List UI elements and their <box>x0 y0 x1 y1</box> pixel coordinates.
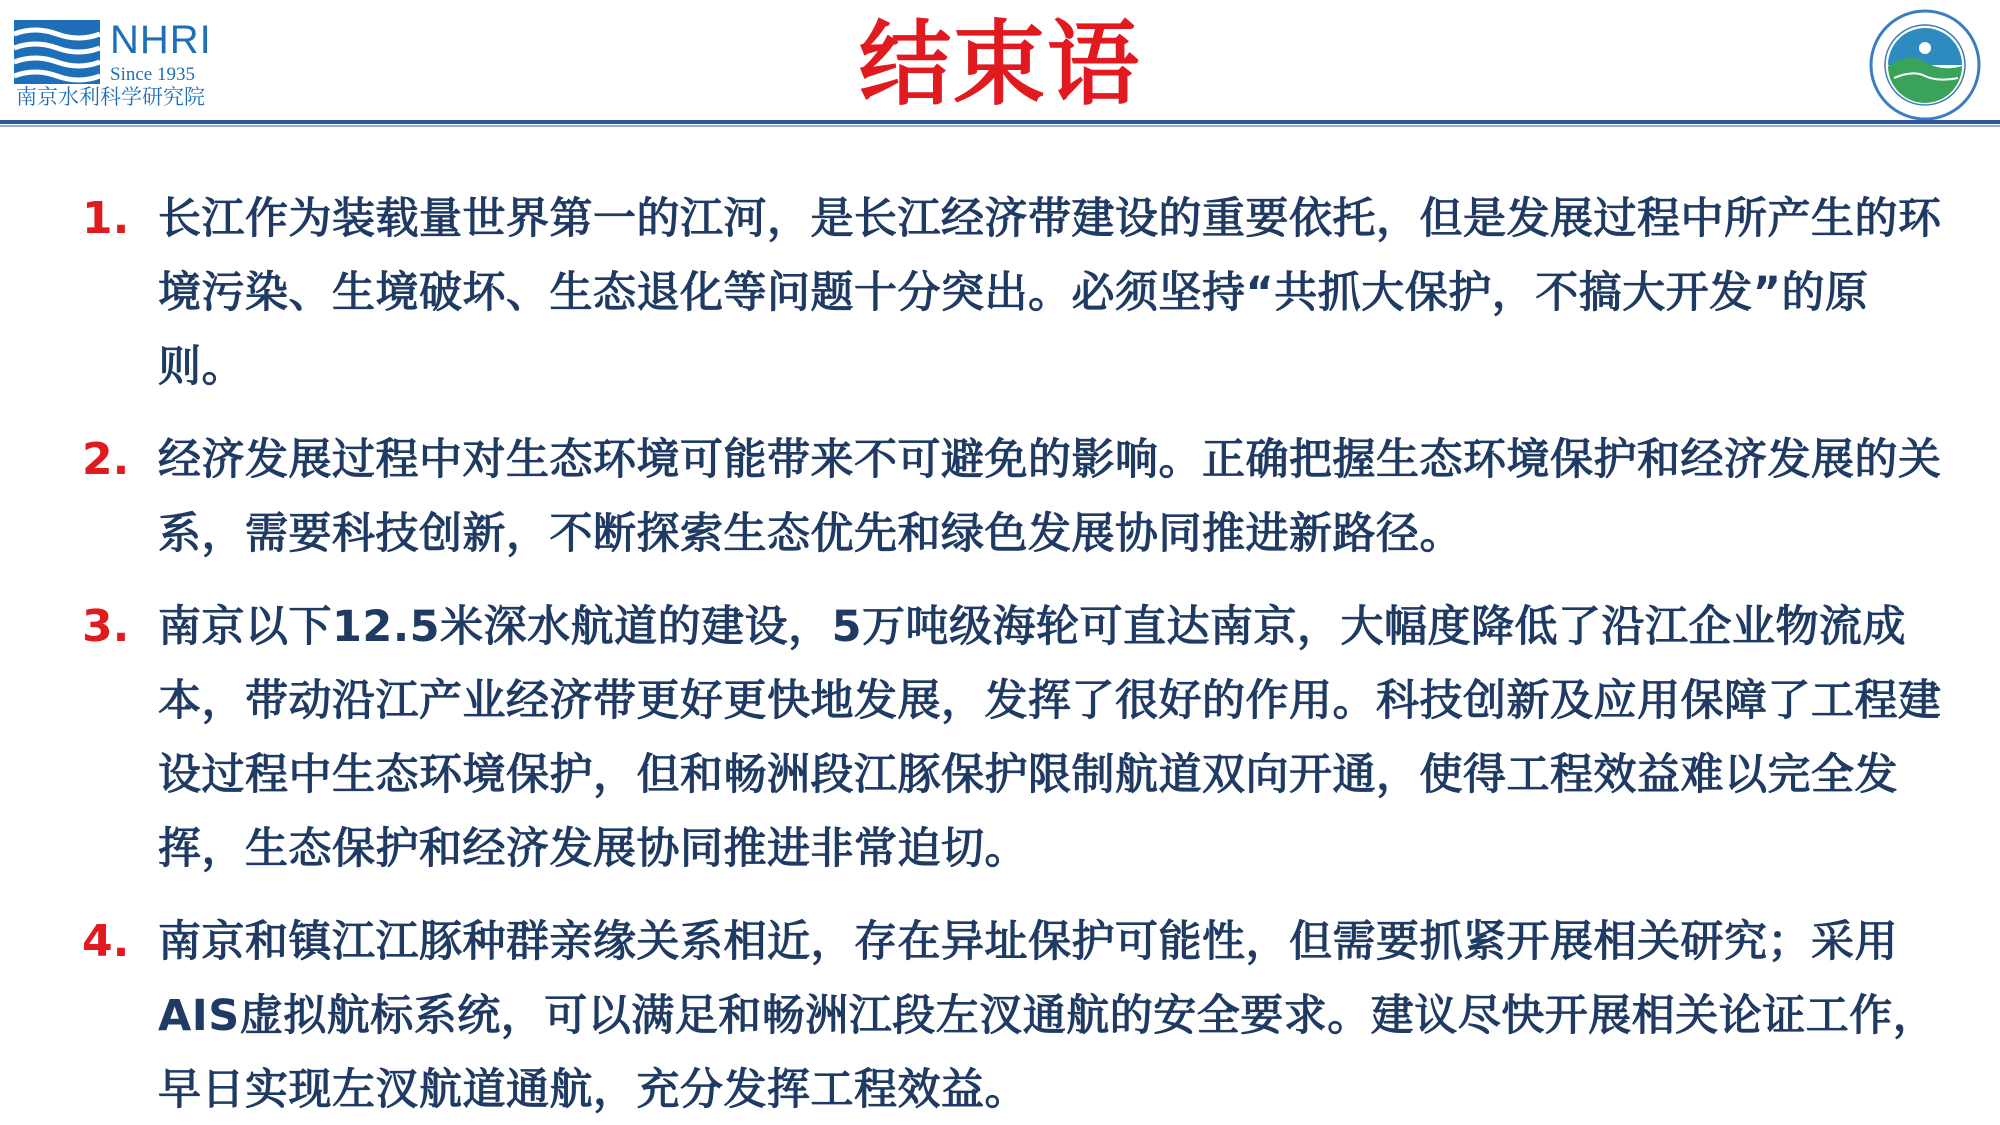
header-divider-light <box>0 125 2000 127</box>
header-divider-dark <box>0 120 2000 124</box>
item-number: 4. <box>82 916 130 967</box>
conclusion-list <box>82 182 1962 1125</box>
item-number: 3. <box>82 601 130 652</box>
conclusion-item-2 <box>82 423 1962 571</box>
conclusion-item-3 <box>82 590 1962 886</box>
institute-seal-icon <box>1868 8 1982 122</box>
item-text: 长江作为装载量世界第一的江河，是长江经济带建设的重要依托，但是发展过程中所产生的环境污染、生境破坏、生态退化等问题十分突出。必须坚持“共抓大保护，不搞大开发”的原则。 <box>158 194 1942 392</box>
item-text: 经济发展过程中对生态环境可能带来不可避免的影响。正确把握生态环境保护和经济发展的关系，需要科技创新，不断探索生态优先和绿色发展协同推进新路径。 <box>158 435 1942 559</box>
nhri-logo-chinese-name: 南京水利科学研究院 <box>16 85 205 109</box>
item-number: 1. <box>82 193 130 244</box>
slide-header <box>0 0 2000 125</box>
item-text: 南京以下12.5米深水航道的建设，5万吨级海轮可直达南京，大幅度降低了沿江企业物流成本，带动沿江产业经济带更好更快地发展，发挥了很好的作用。科技创新及应用保障了工程建设过程中生态环境保护，但和畅洲段江豚保护限制航道双向开通，使得工程效益难以完全发挥，生态保护和经济发展协同推进非常迫切。 <box>158 602 1942 874</box>
conclusion-item-1 <box>82 182 1962 404</box>
item-number: 2. <box>82 434 130 485</box>
header-divider <box>0 120 2000 128</box>
nhri-logo-name: NHRI <box>110 18 212 62</box>
conclusion-item-4 <box>82 905 1962 1125</box>
page-title: 结束语 <box>858 11 1141 118</box>
nhri-logo-since: Since 1935 <box>110 64 195 85</box>
item-text: 南京和镇江江豚种群亲缘关系相近，存在异址保护可能性，但需要抓紧开展相关研究；采用AIS虚拟航标系统，可以满足和畅洲江段左汊通航的安全要求。建议尽快开展相关论证工作，早日实现左汊航道通航，充分发挥工程效益。 <box>158 917 1937 1115</box>
